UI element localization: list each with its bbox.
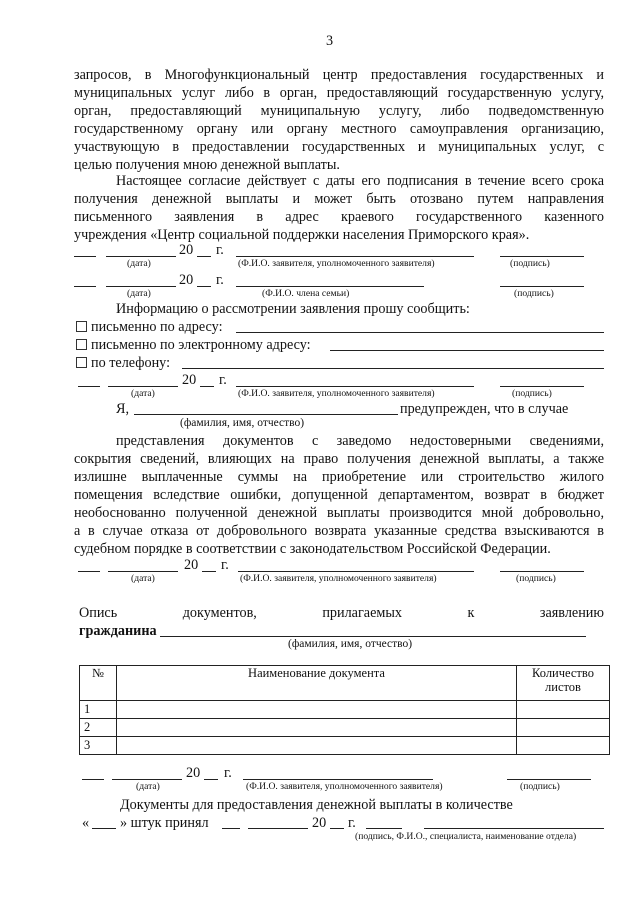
fio-field[interactable]: [236, 256, 474, 257]
sheet-count-cell[interactable]: [517, 737, 610, 755]
year-field[interactable]: [330, 828, 344, 829]
table-row: [80, 719, 610, 737]
fio-caption: (Ф.И.О. заявителя, уполномоченного заявителя): [240, 573, 437, 584]
year-field[interactable]: [200, 386, 214, 387]
checkbox[interactable]: [76, 339, 87, 350]
table-row: [80, 737, 610, 755]
year-field[interactable]: [197, 286, 211, 287]
year-prefix: 20: [184, 557, 199, 573]
date-caption: (дата): [127, 288, 151, 299]
document-name-cell[interactable]: [117, 737, 517, 755]
notify-intro: Информацию о рассмотрении заявления прошу сообщить:: [116, 301, 470, 317]
text-line: муниципальных услуг либо в орган, предоставляющий государственную услугу,: [74, 85, 604, 101]
text-line: представления документов с заведомо недостоверными сведениями,: [116, 433, 604, 449]
year-suffix: г.: [219, 372, 227, 388]
fio-field[interactable]: [236, 386, 474, 387]
text-line: участвующую в предоставлении государственных и муниципальных услуг, с: [74, 139, 604, 155]
table-row: [80, 701, 610, 719]
fio-hint: (фамилия, имя, отчество): [180, 417, 305, 429]
option-mail-address: письменно по адресу:: [76, 318, 223, 336]
checkbox[interactable]: [76, 357, 87, 368]
acceptance-line: Документы для предоставления денежной выплаты в количестве: [120, 797, 513, 813]
signature-caption: (подпись): [512, 388, 552, 399]
date-caption: (дата): [131, 388, 155, 399]
warning-fio-field[interactable]: [134, 414, 398, 415]
inventory-fio-hint: (фамилия, имя, отчество): [288, 638, 413, 650]
year-suffix: г.: [216, 242, 224, 258]
year-field[interactable]: [197, 256, 211, 257]
sheet-count-cell[interactable]: [517, 701, 610, 719]
fio-field[interactable]: [243, 779, 433, 780]
month-field[interactable]: [248, 828, 308, 829]
text-line: излишне выплаченные суммы на приобретение или строительство жилого: [74, 469, 604, 485]
signature-caption: (подпись): [510, 258, 550, 269]
signature-field[interactable]: [500, 571, 584, 572]
row-number: 3: [80, 737, 117, 755]
specialist-signature-field[interactable]: [424, 828, 604, 829]
signature-caption: (подпись): [520, 781, 560, 792]
day-field[interactable]: [78, 386, 100, 387]
text-line: сокрытия сведений, влияющих на право получения денежной выплаты, а также: [74, 451, 604, 467]
header-document-name: Наименование документа: [117, 666, 517, 701]
mail-address-field[interactable]: [236, 332, 604, 333]
year-prefix: 20: [179, 242, 194, 258]
warning-tail: предупрежден, что в случае: [400, 401, 569, 417]
year-suffix: г.: [348, 815, 356, 831]
day-field[interactable]: [222, 828, 240, 829]
text-line: письменного заявления в адрес краевого государственного казенного: [74, 209, 604, 225]
phone-field[interactable]: [182, 368, 604, 369]
text-line: запросов, в Многофункциональный центр предоставления государственных и: [74, 67, 604, 83]
option-phone: по телефону:: [76, 354, 170, 372]
signature-field[interactable]: [507, 779, 591, 780]
citizen-label: гражданина: [79, 623, 157, 639]
table-header-row: [80, 666, 610, 701]
day-field[interactable]: [74, 286, 96, 287]
fio-field[interactable]: [236, 286, 424, 287]
fio-caption: (Ф.И.О. заявителя, уполномоченного заявителя): [238, 258, 435, 269]
text-line: орган, предоставляющий муниципальную услугу, либо подведомственную: [74, 103, 604, 119]
specialist-hint: (подпись, Ф.И.О., специалиста, наименование отдела): [355, 831, 577, 842]
text-line: целью получения мною денежной выплаты.: [74, 157, 340, 173]
day-field[interactable]: [78, 571, 100, 572]
quote-open: «: [82, 815, 90, 831]
date-caption: (дата): [136, 781, 160, 792]
year-prefix: 20: [186, 765, 201, 781]
fio-caption: (Ф.И.О. члена семьи): [262, 288, 350, 299]
date-caption: (дата): [127, 258, 151, 269]
document-name-cell[interactable]: [117, 719, 517, 737]
ya-label: Я,: [116, 401, 130, 417]
fio-field[interactable]: [238, 571, 474, 572]
inventory-title: Опись документов, прилагаемых к заявлению: [79, 605, 604, 621]
text-line: помещения вследствие ошибки, допущенной департаментом, возврат в бюджет: [74, 487, 604, 503]
checkbox[interactable]: [76, 321, 87, 332]
day-field[interactable]: [82, 779, 104, 780]
text-line: получения денежной выплаты и может быть отозвано путем направления: [74, 191, 604, 207]
header-number: №: [80, 666, 117, 701]
day-field[interactable]: [74, 256, 96, 257]
text-line: Настоящее согласие действует с даты его подписания в течение всего срока: [116, 173, 604, 189]
year-prefix: 20: [182, 372, 197, 388]
month-field[interactable]: [112, 779, 182, 780]
month-field[interactable]: [108, 571, 178, 572]
page-number: 3: [326, 33, 334, 49]
text-line: судебном порядке в соответствии с законодательством Российской Федерации.: [74, 541, 551, 557]
fio-caption: (Ф.И.О. заявителя, уполномоченного заявителя): [246, 781, 443, 792]
year-suffix: г.: [221, 557, 229, 573]
signature-field[interactable]: [500, 286, 584, 287]
signature-caption: (подпись): [516, 573, 556, 584]
text-line: а в случае отказа от добровольного возврата указанные средства взыскиваются в: [74, 523, 604, 539]
month-field[interactable]: [108, 386, 178, 387]
option-email-address: письменно по электронному адресу:: [76, 336, 311, 354]
month-field[interactable]: [106, 256, 176, 257]
text-line: учреждения «Центр социальной поддержки населения Приморского края».: [74, 227, 530, 243]
quote-close: » штук принял: [120, 815, 209, 831]
year-suffix: г.: [216, 272, 224, 288]
header-sheet-count: Количество листов: [517, 666, 610, 701]
year-suffix: г.: [224, 765, 232, 781]
year-prefix: 20: [312, 815, 327, 831]
month-field[interactable]: [106, 286, 176, 287]
row-number: 2: [80, 719, 117, 737]
acceptance-extra-field[interactable]: [366, 828, 402, 829]
signature-field[interactable]: [500, 386, 584, 387]
signature-field[interactable]: [500, 256, 584, 257]
document-name-cell[interactable]: [117, 701, 517, 719]
doc-count-field[interactable]: [92, 828, 116, 829]
fio-caption: (Ф.И.О. заявителя, уполномоченного заявителя): [238, 388, 435, 399]
year-field[interactable]: [202, 571, 216, 572]
text-line: государственному органу или органу местного самоуправления организацию,: [74, 121, 604, 137]
signature-caption: (подпись): [514, 288, 554, 299]
sheet-count-cell[interactable]: [517, 719, 610, 737]
citizen-fio-field[interactable]: [160, 636, 586, 637]
documents-table: [79, 665, 610, 755]
email-address-field[interactable]: [330, 350, 604, 351]
text-line: необоснованно полученной денежной выплаты производится мной добровольно,: [74, 505, 604, 521]
date-caption: (дата): [131, 573, 155, 584]
year-prefix: 20: [179, 272, 194, 288]
row-number: 1: [80, 701, 117, 719]
year-field[interactable]: [204, 779, 218, 780]
